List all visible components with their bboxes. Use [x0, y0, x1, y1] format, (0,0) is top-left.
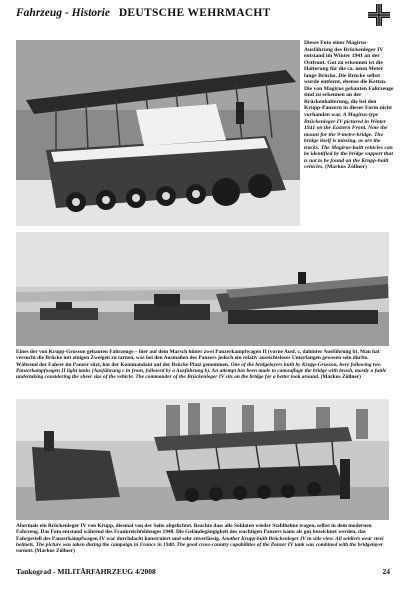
- photo2-caption: [16, 349, 391, 380]
- photo2-caption-en: One of the bridgelayers built by Krupp-Grusson, here following two Panzerkampfwagen II light tanks (Ausführung c in front, followed by a Ausführung b). An attempt has been made to camouflage the bridge with brush, mostly a futile undertaking considering the sheer size of the vehicle. The commander of the Brückenleger IV sits on the bridge for a better look around.: [16, 361, 387, 381]
- balkenkreuz-icon: [368, 4, 390, 26]
- photo1-caption: [304, 40, 394, 171]
- photo2-credit: (Markus Zöllner): [320, 374, 361, 381]
- photo3-caption: [16, 523, 391, 554]
- photo3-caption-en: Another Krupp-built Brückenleger IV in side view. All soldiers wear steel helmets. The picture was taken during the campaign in France in 1940. The good cross-country capabilities of the Panzer IV tank was combined with the bridgelayer variant.: [16, 535, 384, 555]
- photo-magirus-bridgelayer-winter: [16, 40, 300, 226]
- photo-krupp-bridgelayer-side: [16, 399, 389, 520]
- photo1-caption-de: Dieses Foto einer Magirus-Ausführung des Brückenleger IV entstand im Winter 1941 an der Ostfront. Gut zu erkennen ist die Halterung für die ca. neun Meter lange Brücke. Die Brücke selbst wurde entfernt, ebenso die Ketten. Die von Magirus gebauten Fahrzeuge sind zu erkennen an der Brückenhalterung, die bei den Krupp-Panzern in dieser Form nicht vorhanden war.: [304, 40, 394, 119]
- footer-publisher: Tankograd - MILITÄRFAHRZEUG 4/2008: [16, 567, 156, 576]
- header-title: DEUTSCHE WEHRMACHT: [118, 7, 271, 19]
- page-number: 24: [382, 567, 390, 576]
- photo1-credit: (Markus Zöllner): [325, 164, 367, 171]
- header-series: Fahrzeug - Historie: [16, 7, 110, 19]
- photo2-caption-de: Eines der von Krupp-Grusson gebauten Fahrzeuge – hier auf dem Marsch hinter zwei Panzerkampfwagen II (vorne Ausf. c, dahinter Ausführung b). Man hat versucht die Brücke mit einigen Zweigen zu tarnen, was bei den Ausmaßen des Panzers jedoch ein relativ aussichtsloses Unterfangen gewesen sein dürfte. Während der Fahrer im Panzer sitzt, hat der Kommandant auf der Brücke Platz genommen.: [16, 349, 380, 368]
- photo3-credit: (Markus Zöllner): [34, 548, 75, 555]
- photo1-caption-en: A Magirus-type Brückenleger IV pictured in Winter 1941 on the Eastern Front. Note the mount for the 9-metre-bridge. The bridge itself is missing, as are the tracks. The Magirus-built vehicles can be identified by the bridge support that is not to be found on the Krupp-built vehicles.: [304, 112, 393, 171]
- running-header: [16, 7, 271, 19]
- photo-krupp-bridgelayer-march: [16, 232, 389, 346]
- photo3-caption-de: Abermals ein Brückenleger IV von Krupp, diesmal von der Seite abgelichtet. Beachte dass alle Soldaten wieder Stahlhelme tragen, selbst in dem modernen Fahrzeug. Das Foto entstand während des Frankreichfeldzuges 1940. Die Geländegängigkeit des wuchtigen Panzers kann als gut bezeichnet werden, das Fahrgestell des Panzerkampfwagen IV war durchdacht konstruiert und sehr zuverlässig.: [16, 523, 372, 542]
